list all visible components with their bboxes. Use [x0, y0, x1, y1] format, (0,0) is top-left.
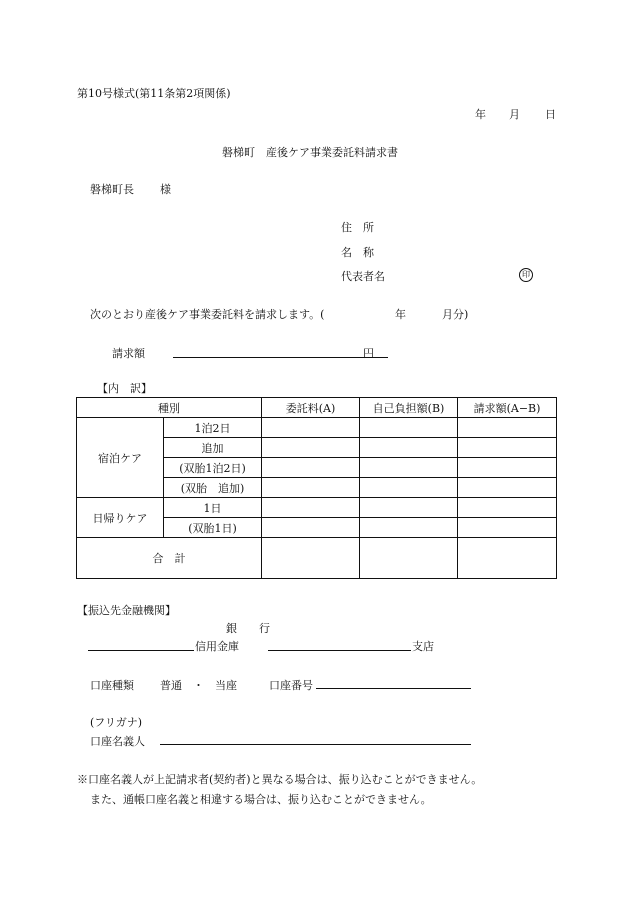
stay-item: 追加	[164, 438, 262, 458]
day-item: (双胎1日)	[164, 518, 262, 538]
document-title: 磐梯町 産後ケア事業委託料請求書	[222, 146, 398, 159]
name-label: 名 称	[341, 246, 374, 259]
header-category: 種別	[77, 398, 262, 418]
bank-heading: 【振込先金融機関】	[77, 604, 176, 617]
addressee-name: 磐梯町長	[90, 183, 134, 196]
account-holder-label: 口座名義人	[90, 735, 145, 748]
note-line: また、通帳口座名義と相違する場合は、振り込むことができません。	[90, 793, 432, 806]
stay-item: (双胎1泊2日)	[164, 458, 262, 478]
address-label: 住 所	[341, 221, 374, 234]
account-number-label: 口座番号	[269, 679, 313, 692]
claim-cell[interactable]	[458, 518, 557, 538]
date-year-label: 年	[475, 108, 486, 121]
representative-label: 代表者名	[341, 270, 385, 283]
header-self-pay: 自己負担額(B)	[360, 398, 458, 418]
total-commission-cell[interactable]	[262, 538, 360, 579]
branch-label: 支店	[412, 640, 434, 653]
total-claim-cell[interactable]	[458, 538, 557, 579]
form-number: 第10号様式(第11条第2項関係)	[77, 87, 231, 100]
request-month-label: 月分)	[442, 308, 469, 321]
self-pay-cell[interactable]	[360, 438, 458, 458]
credit-union-label: 信用金庫	[195, 640, 239, 653]
self-pay-cell[interactable]	[360, 518, 458, 538]
date-month-label: 月	[509, 108, 520, 121]
note-line: ※口座名義人が上記請求者(契約者)と異なる場合は、振り込むことができません。	[77, 773, 483, 786]
account-number-underline[interactable]	[316, 688, 471, 689]
total-self-pay-cell[interactable]	[360, 538, 458, 579]
bank-name-underline[interactable]	[88, 650, 194, 651]
claim-cell[interactable]	[458, 438, 557, 458]
furigana-label: (フリガナ)	[90, 716, 143, 729]
account-holder-underline[interactable]	[160, 744, 471, 745]
account-type-label: 口座種類	[90, 679, 134, 692]
self-pay-cell[interactable]	[360, 478, 458, 498]
stay-care-category: 宿泊ケア	[77, 418, 164, 498]
claim-cell[interactable]	[458, 418, 557, 438]
self-pay-cell[interactable]	[360, 458, 458, 478]
commission-cell[interactable]	[262, 438, 360, 458]
stay-item: 1泊2日	[164, 418, 262, 438]
amount-unit: 円	[363, 347, 374, 360]
day-care-category: 日帰りケア	[77, 498, 164, 538]
claim-cell[interactable]	[458, 478, 557, 498]
commission-cell[interactable]	[262, 418, 360, 438]
total-label: 合 計	[77, 538, 262, 579]
branch-name-underline[interactable]	[268, 650, 411, 651]
seal-icon: 印	[519, 268, 533, 282]
table-header-row	[77, 398, 557, 418]
request-year-label: 年	[395, 308, 406, 321]
detail-heading: 【内 訳】	[97, 382, 152, 395]
amount-underline	[173, 357, 388, 358]
claim-cell[interactable]	[458, 498, 557, 518]
self-pay-cell[interactable]	[360, 418, 458, 438]
detail-table	[76, 397, 557, 579]
date-day-label: 日	[545, 108, 556, 121]
day-item: 1日	[164, 498, 262, 518]
commission-cell[interactable]	[262, 498, 360, 518]
bank-label: 銀 行	[226, 622, 270, 635]
header-claim: 請求額(A−B)	[458, 398, 557, 418]
addressee-honorific: 様	[160, 183, 171, 196]
commission-cell[interactable]	[262, 518, 360, 538]
header-commission: 委託料(A)	[262, 398, 360, 418]
amount-label: 請求額	[112, 347, 145, 360]
stay-item: (双胎 追加)	[164, 478, 262, 498]
commission-cell[interactable]	[262, 478, 360, 498]
request-statement: 次のとおり産後ケア事業委託料を請求します。(	[90, 308, 325, 321]
account-type-options[interactable]: 普通 ・ 当座	[160, 679, 237, 692]
claim-cell[interactable]	[458, 458, 557, 478]
commission-cell[interactable]	[262, 458, 360, 478]
self-pay-cell[interactable]	[360, 498, 458, 518]
total-row	[77, 538, 557, 579]
table-row	[77, 498, 557, 518]
table-row	[77, 418, 557, 438]
